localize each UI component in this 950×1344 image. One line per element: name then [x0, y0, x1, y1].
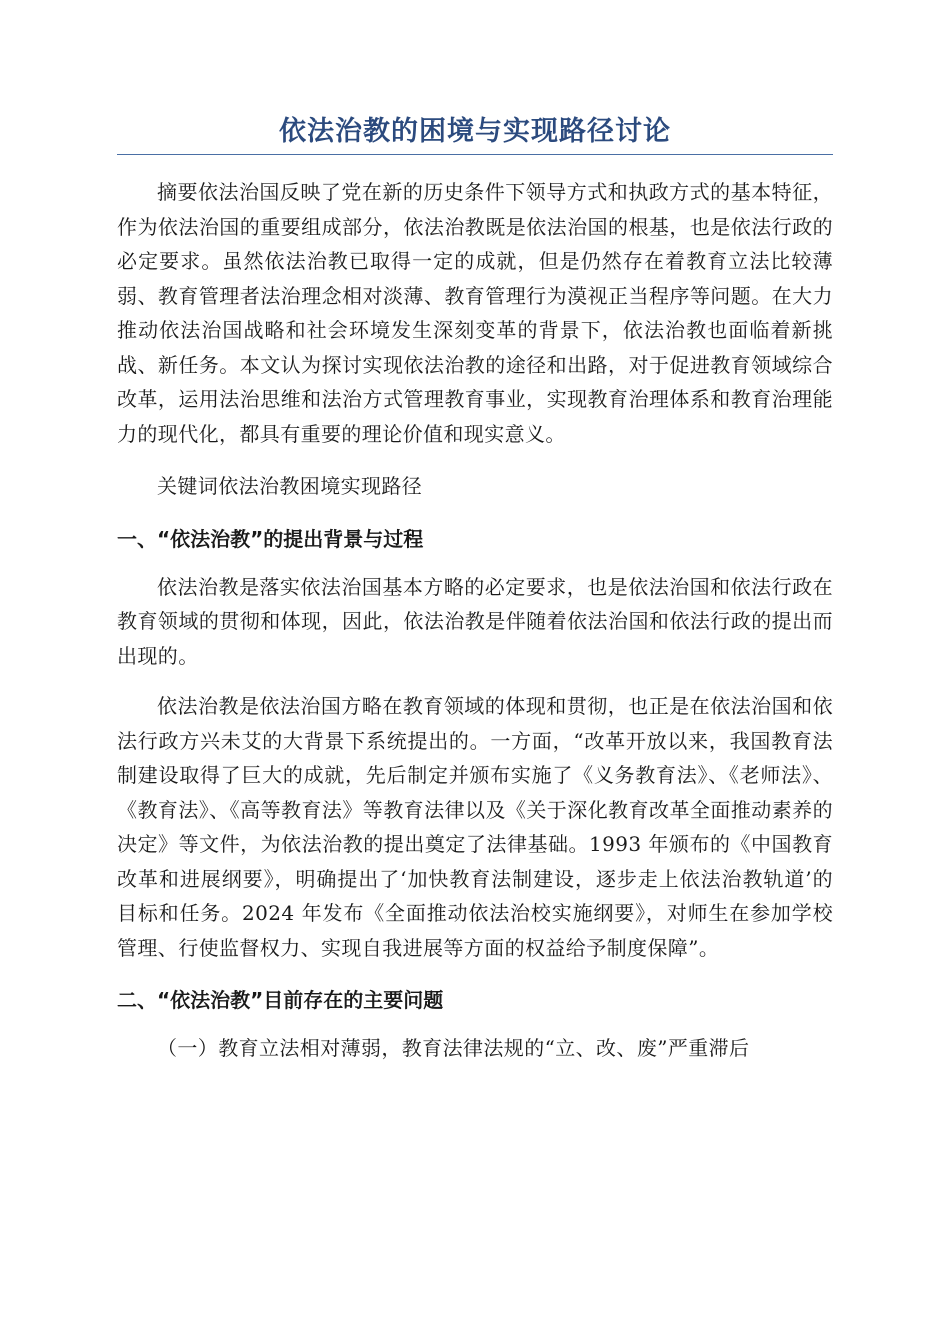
section1-paragraph-2: 依法治教是依法治国方略在教育领域的体现和贯彻，也正是在依法治国和依法行政方兴未艾的大背景下系统提出的。一方面，“改革开放以来，我国教育法制建设取得了巨大的成就，先后制定并颁布实施了《义务教育法》、《老师法》、《教育法》、《高等教育法》等教育法律以及《关于深化教育改革全面推动素养的决定》等文件，为依法治教的提出奠定了法律基础。1993 年颁布的《中国教育改革和进展纲要》，明确提出了‘加快教育法制建设，逐步走上依法治教轨道’的目标和任务。2024 年发布《全面推动依法治校实施纲要》，对师生在参加学校管理、行使监督权力、实现自我进展等方面的权益给予制度保障”。 — [117, 694, 833, 960]
section1-paragraph-1: 依法治教是落实依法治国基本方略的必定要求，也是依法治国和依法行政在教育领域的贯彻和体现，因此，依法治教是伴随着依法治国和依法行政的提出而出现的。 — [117, 574, 833, 668]
section2-paragraph-1: （一）教育立法相对薄弱，教育法律法规的“立、改、废”严重滞后 — [157, 1036, 750, 1060]
section-heading-2: 二、“依法治教”目前存在的主要问题 — [117, 988, 444, 1012]
section-heading-1: 一、“依法治教”的提出背景与过程 — [117, 526, 424, 551]
abstract-paragraph: 摘要依法治国反映了党在新的历史条件下领导方式和执政方式的基本特征，作为依法治国的重要组成部分，依法治教既是依法治国的根基，也是依法行政的必定要求。虽然依法治教已取得一定的成就，但是仍然存在着教育立法比较薄弱、教育管理者法治理念相对淡薄、教育管理行为漠视正当程序等问题。在大力推动依法治国战略和社会环境发生深刻变革的背景下，依法治教也面临着新挑战、新任务。本文认为探讨实现依法治教的途径和出路，对于促进教育领域综合改革，运用法治思维和法治方式管理教育事业，实现教育治理体系和教育治理能力的现代化，都具有重要的理论价值和现实意义。 — [117, 180, 833, 446]
document-page — [117, 112, 833, 1066]
keywords-line: 关键词依法治教困境实现路径 — [157, 474, 423, 498]
title-underline — [117, 154, 833, 155]
document-title: 依法治教的困境与实现路径讨论 — [279, 116, 671, 147]
